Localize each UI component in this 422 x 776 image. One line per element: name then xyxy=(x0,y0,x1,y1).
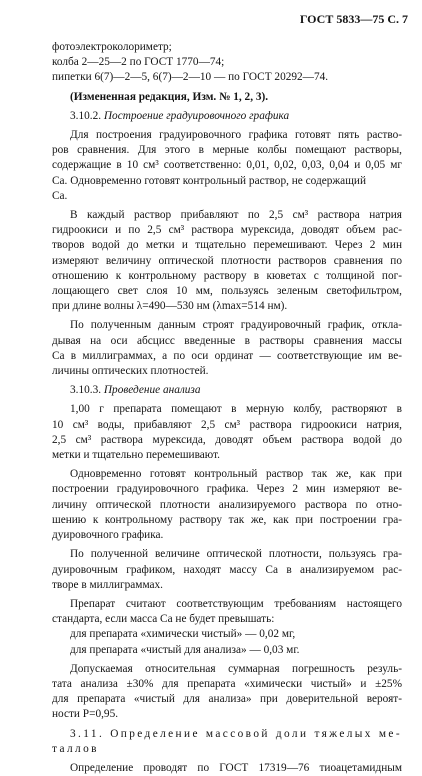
text-line-content: дывая на оси абсцисс введенные в растворы сравнения массы xyxy=(52,334,402,347)
text-line-content: 10 см³ воды, прибавляют 2,5 см³ раствора гидроокиси натрия, xyxy=(52,418,402,431)
text-line xyxy=(52,513,402,528)
text-line-content: По полученным данным строят градуировочный график, откла- xyxy=(70,319,402,332)
text-line xyxy=(52,334,402,349)
subsection-title: Построение градуировочного графика xyxy=(103,109,290,122)
text-line xyxy=(52,299,402,314)
text-line-content: для препарата «химически чистый» — 0,02 мг, xyxy=(70,628,296,641)
text-line xyxy=(52,448,402,463)
text-line-content: 1,00 г препарата помещают в мерную колбу, растворяют в xyxy=(70,403,402,416)
text-line xyxy=(52,742,402,757)
text-line-content: пипетки 6(7)—2—5, 6(7)—2—10 — по ГОСТ 20292—74. xyxy=(52,71,329,84)
text-line-content: 3.10.2. xyxy=(70,109,104,122)
text-line-content: Одновременно готовят контрольный раствор так же, как при xyxy=(70,468,402,481)
text-line xyxy=(52,383,402,398)
text-line-content: Определение проводят по ГОСТ 17319—76 тиоацетамидным xyxy=(70,761,402,774)
text-line xyxy=(52,643,402,658)
text-line-content: 3.11. Определение массовой доли тяжелых ме- xyxy=(70,727,402,740)
text-line xyxy=(52,254,402,269)
text-line xyxy=(52,433,402,448)
text-line xyxy=(52,402,402,417)
text-line xyxy=(52,143,402,158)
text-line-content: личину оптической плотности анализируемого раствора по отно- xyxy=(52,498,402,511)
text-line-content: при длине волны λ=490—530 нм (λmax=514 нм). xyxy=(52,300,288,313)
text-line-content: личины оптических плотностей. xyxy=(52,365,209,378)
text-line xyxy=(52,662,402,677)
text-line-content: измеряют величину оптической плотности растворов сравнения по xyxy=(52,254,402,267)
text-line xyxy=(52,208,402,223)
text-line xyxy=(52,528,402,543)
text-line xyxy=(52,612,402,627)
text-line-content: колба 2—25—2 по ГОСТ 1770—74; xyxy=(52,56,225,69)
text-line xyxy=(52,547,402,562)
text-line-content: дуировочного графика. xyxy=(52,529,164,542)
text-line xyxy=(52,727,402,742)
text-line-content: шению к контрольному раствору так же, как при построении гра- xyxy=(52,513,402,526)
text-line-content: 3.10.3. xyxy=(70,384,104,397)
text-line xyxy=(52,677,402,692)
text-line xyxy=(52,189,402,204)
text-line xyxy=(52,90,402,105)
text-line xyxy=(52,40,402,55)
text-line-content: (Измененная редакция, Изм. № 1, 2, 3). xyxy=(70,90,269,103)
text-line-content: метки и тщательно перемешивают. xyxy=(52,449,220,462)
text-line xyxy=(52,707,402,722)
text-line xyxy=(52,597,402,612)
text-line xyxy=(52,109,402,124)
text-line-content: для препарата «чистый для анализа» — 0,03 мг. xyxy=(70,643,300,656)
text-line-content: Са в миллиграммах, а по оси ординат — соответствующие им ве- xyxy=(52,349,402,362)
text-line xyxy=(52,55,402,70)
text-line-content: отношению к контрольному раствору в кюветах с толщиной пог- xyxy=(52,269,402,282)
text-line xyxy=(52,238,402,253)
text-line-content: содержащие в 10 см³ соответственно: 0,01, 0,02, 0,03, 0,04 и 0,05 мг xyxy=(52,159,402,172)
text-line-content: построении градуировочного графика. Через 2 мин измеряют ве- xyxy=(52,483,402,496)
text-line-content: Са. xyxy=(52,189,68,202)
text-line-content: творе в миллиграммах. xyxy=(52,578,164,591)
text-line-content: ров сравнения. Для этого в мерные колбы помещают растворы, xyxy=(52,144,402,157)
text-line-content: таллов xyxy=(52,742,99,755)
text-line xyxy=(52,563,402,578)
text-line xyxy=(52,418,402,433)
text-line xyxy=(52,467,402,482)
text-line-content: Для построения градуировочного графика готовят пять раство- xyxy=(70,129,402,142)
text-line xyxy=(52,498,402,513)
text-line-content: По полученной величине оптической плотности, пользуясь гра- xyxy=(70,548,402,561)
text-line xyxy=(52,70,402,85)
text-line xyxy=(52,578,402,593)
text-line-content: фотоэлектроколориметр; xyxy=(52,41,172,53)
text-line xyxy=(52,128,402,143)
text-line-content: тата анализа ±30% для препарата «химически чистый» и ±25% xyxy=(52,677,402,690)
text-line xyxy=(52,349,402,364)
text-line xyxy=(52,482,402,497)
text-line xyxy=(52,692,402,707)
text-line-content: лощающего свет слоя 10 мм, пользуясь зеленым светофильтром, xyxy=(52,285,402,298)
text-line xyxy=(52,318,402,333)
text-line-content: дуировочным графиком, находят массу Са в анализируемом рас- xyxy=(52,563,402,576)
text-line-content: В каждый раствор прибавляют по 2,5 см³ раствора натрия xyxy=(70,209,402,222)
text-line xyxy=(52,158,402,173)
text-line xyxy=(52,174,402,189)
text-line-content: стандарта, если масса Са не будет превышать: xyxy=(52,613,275,626)
text-line-content: Са. Одновременно готовят контрольный раствор, не содержащий xyxy=(52,174,366,187)
text-line xyxy=(52,223,402,238)
text-line xyxy=(52,761,402,776)
subsection-title: Проведение анализа xyxy=(103,384,201,397)
text-line-content: 2,5 см³ раствора мурексида, доводят объем раствора водой до xyxy=(52,433,402,446)
text-line-content: творов водой до метки и тщательно перемешивают. Через 2 мин xyxy=(52,239,402,252)
text-line xyxy=(52,364,402,379)
text-line-content: для препарата «чистый для анализа» при доверительной вероят- xyxy=(52,693,402,706)
text-line-content: Препарат считают соответствующим требованиям настоящего xyxy=(70,597,402,610)
text-line xyxy=(52,269,402,284)
document-body xyxy=(52,40,402,776)
page-header: ГОСТ 5833—75 С. 7 xyxy=(299,12,408,26)
text-line-content: Допускаемая относительная суммарная погрешность резуль- xyxy=(70,662,402,675)
text-line xyxy=(52,627,402,642)
text-line xyxy=(52,284,402,299)
text-line-content: гидроокиси и по 2,5 см³ раствора мурексида, доводят объем рас- xyxy=(52,224,402,237)
text-line-content: ности P=0,95. xyxy=(52,708,119,721)
